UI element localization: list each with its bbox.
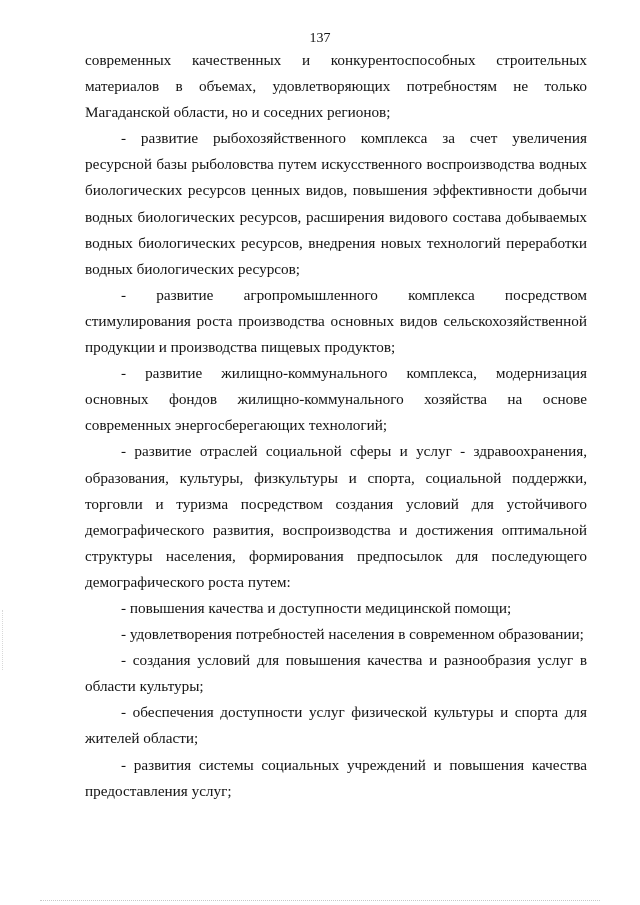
scan-edge-mark xyxy=(40,899,600,901)
list-item-education: - удовлетворения потребностей населения в современном образовании; xyxy=(121,626,584,644)
page-number: 137 xyxy=(309,31,331,46)
paragraph-housing: - развитие жилищно-коммунального комплекса, модернизация основных фондов жилищно-коммунального хозяйства на основе современных энергосберегающих технологий; xyxy=(85,365,587,435)
paragraph-continuation: современных качественных и конкурентоспособных строительных материалов в объемах, удовлетворяющих потребностям не только Магаданской области, но и соседних регионов; xyxy=(85,52,587,122)
list-item-medical: - повышения качества и доступности медицинской помощи; xyxy=(121,599,512,617)
list-item-sport: - обеспечения доступности услуг физической культуры и спорта для жителей области; xyxy=(85,704,587,748)
document-body xyxy=(85,48,587,805)
paragraph-agro: - развитие агропромышленного комплекса посредством стимулирования роста производства основных видов сельскохозяйственной продукции и производства пищевых продуктов; xyxy=(85,286,587,357)
list-item-social-institutions: - развития системы социальных учреждений и повышения качества предоставления услуг; xyxy=(85,756,587,800)
paragraph-fishery: - развитие рыбохозяйственного комплекса за счет увеличения ресурсной базы рыболовства путем искусственного воспроизводства водных биологических ресурсов ценных видов, повышения эффективности добычи водных биологических ресурсов, расширения видового состава добываемых водных биологических ресурсов, внедрения новых технологий переработки водных биологических ресурсов; xyxy=(85,130,587,278)
paragraph-social: - развитие отраслей социальной сферы и услуг - здравоохранения, образования, культуры, физкультуры и спорта, социальной поддержки, торговли и туризма посредством создания условий для устойчивого демографического развития, воспроизводства и достижения оптимальной структуры населения, формирования предпосылок для последующего демографического роста путем: xyxy=(85,443,587,591)
list-item-culture: - создания условий для повышения качества и разнообразия услуг в области культуры; xyxy=(85,652,587,696)
scan-edge-mark-left xyxy=(2,610,4,670)
